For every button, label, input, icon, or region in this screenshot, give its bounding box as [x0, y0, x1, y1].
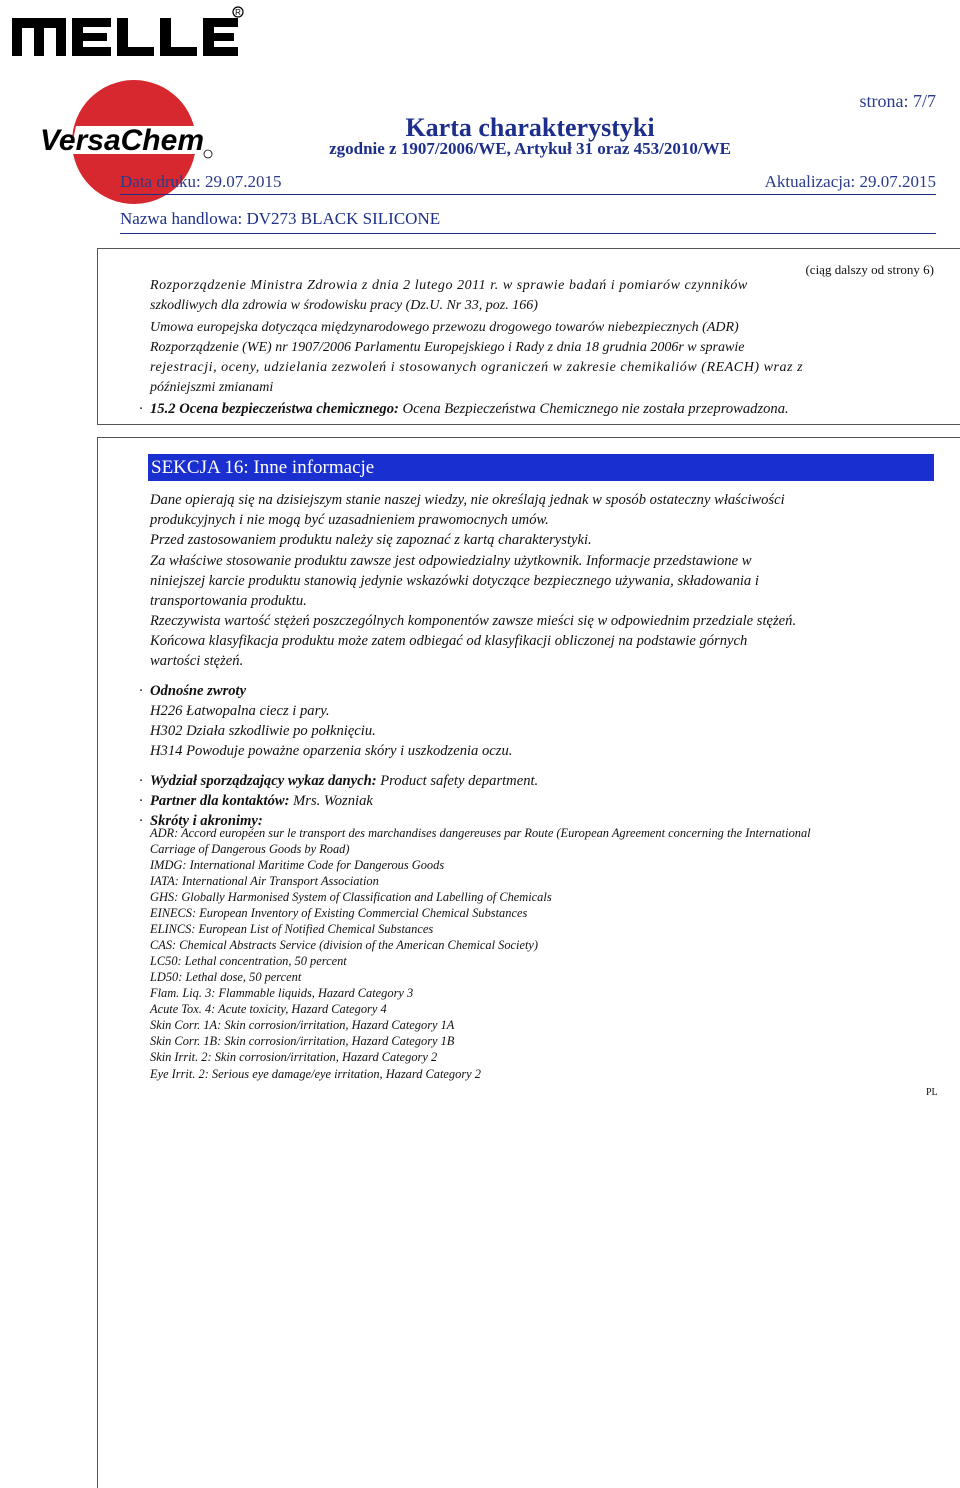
document-title: Karta charakterystyki: [405, 113, 655, 142]
continuation-line: późniejszmi zmianami: [150, 380, 274, 395]
abbreviation-item: LC50: Lethal concentration, 50 percent: [150, 954, 347, 968]
trade-name-divider: [120, 233, 936, 234]
phrases-heading: · Odnośne zwroty: [139, 683, 247, 699]
continuation-line: szkodliwych dla zdrowia w środowisku pracy (Dz.U. Nr 33, poz. 166): [150, 298, 538, 313]
abbreviation-item: CAS: Chemical Abstracts Service (division of the American Chemical Society): [150, 938, 539, 952]
continuation-line: rejestracji, oceny, udzielania zezwoleń i stosowanych ograniczeń w zakresie chemikaliów (REACH) wraz z: [150, 360, 804, 375]
trade-name: Nazwa handlowa: DV273 BLACK SILICONE: [120, 209, 441, 228]
abbreviation-item: ADR: Accord européen sur le transport des marchandises dangereuses par Route (European Agreement concerning the International: [150, 826, 811, 840]
abbreviation-item: EINECS: European Inventory of Existing Commercial Chemical Substances: [150, 906, 528, 920]
continuation-line: Rozporządzenie (WE) nr 1907/2006 Parlamentu Europejskiego i Rady z dnia 18 grudnia 2006r w sprawie: [150, 340, 745, 355]
abbreviation-item: Skin Irrit. 2: Skin corrosion/irritation, Hazard Category 2: [150, 1050, 438, 1064]
info-paragraph: niniejszej karcie produktu stanowią jedynie wskazówki dotyczące bezpiecznego używania, składowania i: [150, 573, 759, 589]
info-paragraph: Za właściwe stosowanie produktu zawsze jest odpowiedzialny użytkownik. Informacje przedstawione w: [150, 553, 752, 569]
svg-text:R: R: [235, 8, 241, 17]
info-paragraph: transportowania produktu.: [150, 593, 307, 609]
abbreviation-item: IATA: International Air Transport Association: [150, 874, 379, 888]
info-paragraph: Końcowa klasyfikacja produktu może zatem odbiegać od klasyfikacji obliczonej na podstawie górnych: [150, 633, 748, 649]
hazard-phrase: H314 Powoduje poważne oparzenia skóry i uszkodzenia oczu.: [150, 743, 513, 759]
abbreviation-item: Eye Irrit. 2: Serious eye damage/eye irritation, Hazard Category 2: [150, 1067, 481, 1081]
abbreviations-heading: · Skróty i akronimy:: [139, 813, 263, 829]
section-15-2: · 15.2 Ocena bezpieczeństwa chemicznego: Ocena Bezpieczeństwa Chemicznego nie została przeprowadzona.: [139, 401, 789, 417]
section-15-2-text: Ocena Bezpieczeństwa Chemicznego nie została przeprowadzona.: [398, 401, 789, 417]
abbreviation-item: ELINCS: European List of Notified Chemical Substances: [150, 922, 434, 936]
abbreviation-item: Carriage of Dangerous Goods by Road): [150, 842, 350, 856]
info-paragraph: wartości stężeń.: [150, 653, 244, 669]
issuing-department: · Wydział sporządzający wykaz danych: Product safety department.: [139, 773, 539, 789]
abbreviation-item: Skin Corr. 1B: Skin corrosion/irritation, Hazard Category 1B: [150, 1034, 455, 1048]
melle-logo: [12, 6, 244, 60]
abbreviation-item: Acute Tox. 4: Acute toxicity, Hazard Category 4: [150, 1002, 387, 1016]
document-subtitle: zgodnie z 1907/2006/WE, Artykuł 31 oraz 453/2010/WE: [329, 139, 731, 158]
abbreviation-item: LD50: Lethal dose, 50 percent: [150, 970, 302, 984]
abbreviation-item: Flam. Liq. 3: Flammable liquids, Hazard Category 3: [150, 986, 414, 1000]
contact-partner: · Partner dla kontaktów: Mrs. Wozniak: [139, 793, 373, 809]
section-16-heading: SEKCJA 16: Inne informacje: [148, 454, 934, 481]
hazard-phrase: H226 Łatwopalna ciecz i pary.: [150, 703, 330, 719]
continuation-note: (ciąg dalszy od strony 6): [805, 262, 934, 277]
info-paragraph: produkcyjnych i nie mogą być uzasadnieniem prawomocnych umów.: [150, 512, 549, 528]
continuation-line: Umowa europejska dotycząca międzynarodowego przewozu drogowego towarów niebezpiecznych (ADR): [150, 320, 739, 335]
info-paragraph: Dane opierają się na dzisiejszym stanie naszej wiedzy, nie określają jednak w sposób ostateczny właściwości: [150, 492, 785, 508]
section-15-2-label: 15.2 Ocena bezpieczeństwa chemicznego:: [150, 401, 399, 417]
hazard-phrase: H302 Działa szkodliwie po połknięciu.: [150, 723, 376, 739]
page-number: strona: 7/7: [859, 91, 936, 111]
info-paragraph: Rzeczywista wartość stężeń poszczególnych komponentów zawsze mieści się w odpowiednim przedziale stężeń.: [150, 613, 797, 629]
abbreviation-item: GHS: Globally Harmonised System of Classification and Labelling of Chemicals: [150, 890, 552, 904]
header-divider: [120, 194, 936, 195]
abbreviation-item: IMDG: International Maritime Code for Dangerous Goods: [150, 858, 445, 872]
info-paragraph: Przed zastosowaniem produktu należy się zapoznać z kartą charakterystyki.: [150, 532, 592, 548]
update-date: Aktualizacja: 29.07.2015: [764, 172, 936, 191]
language-code: PL: [926, 1087, 938, 1098]
continuation-line: Rozporządzenie Ministra Zdrowia z dnia 2 lutego 2011 r. w sprawie badań i pomiarów czynników: [150, 278, 748, 293]
abbreviation-item: Skin Corr. 1A: Skin corrosion/irritation, Hazard Category 1A: [150, 1018, 455, 1032]
print-date: Data druku: 29.07.2015: [120, 172, 282, 191]
svg-text:VersaChem: VersaChem: [40, 124, 204, 157]
